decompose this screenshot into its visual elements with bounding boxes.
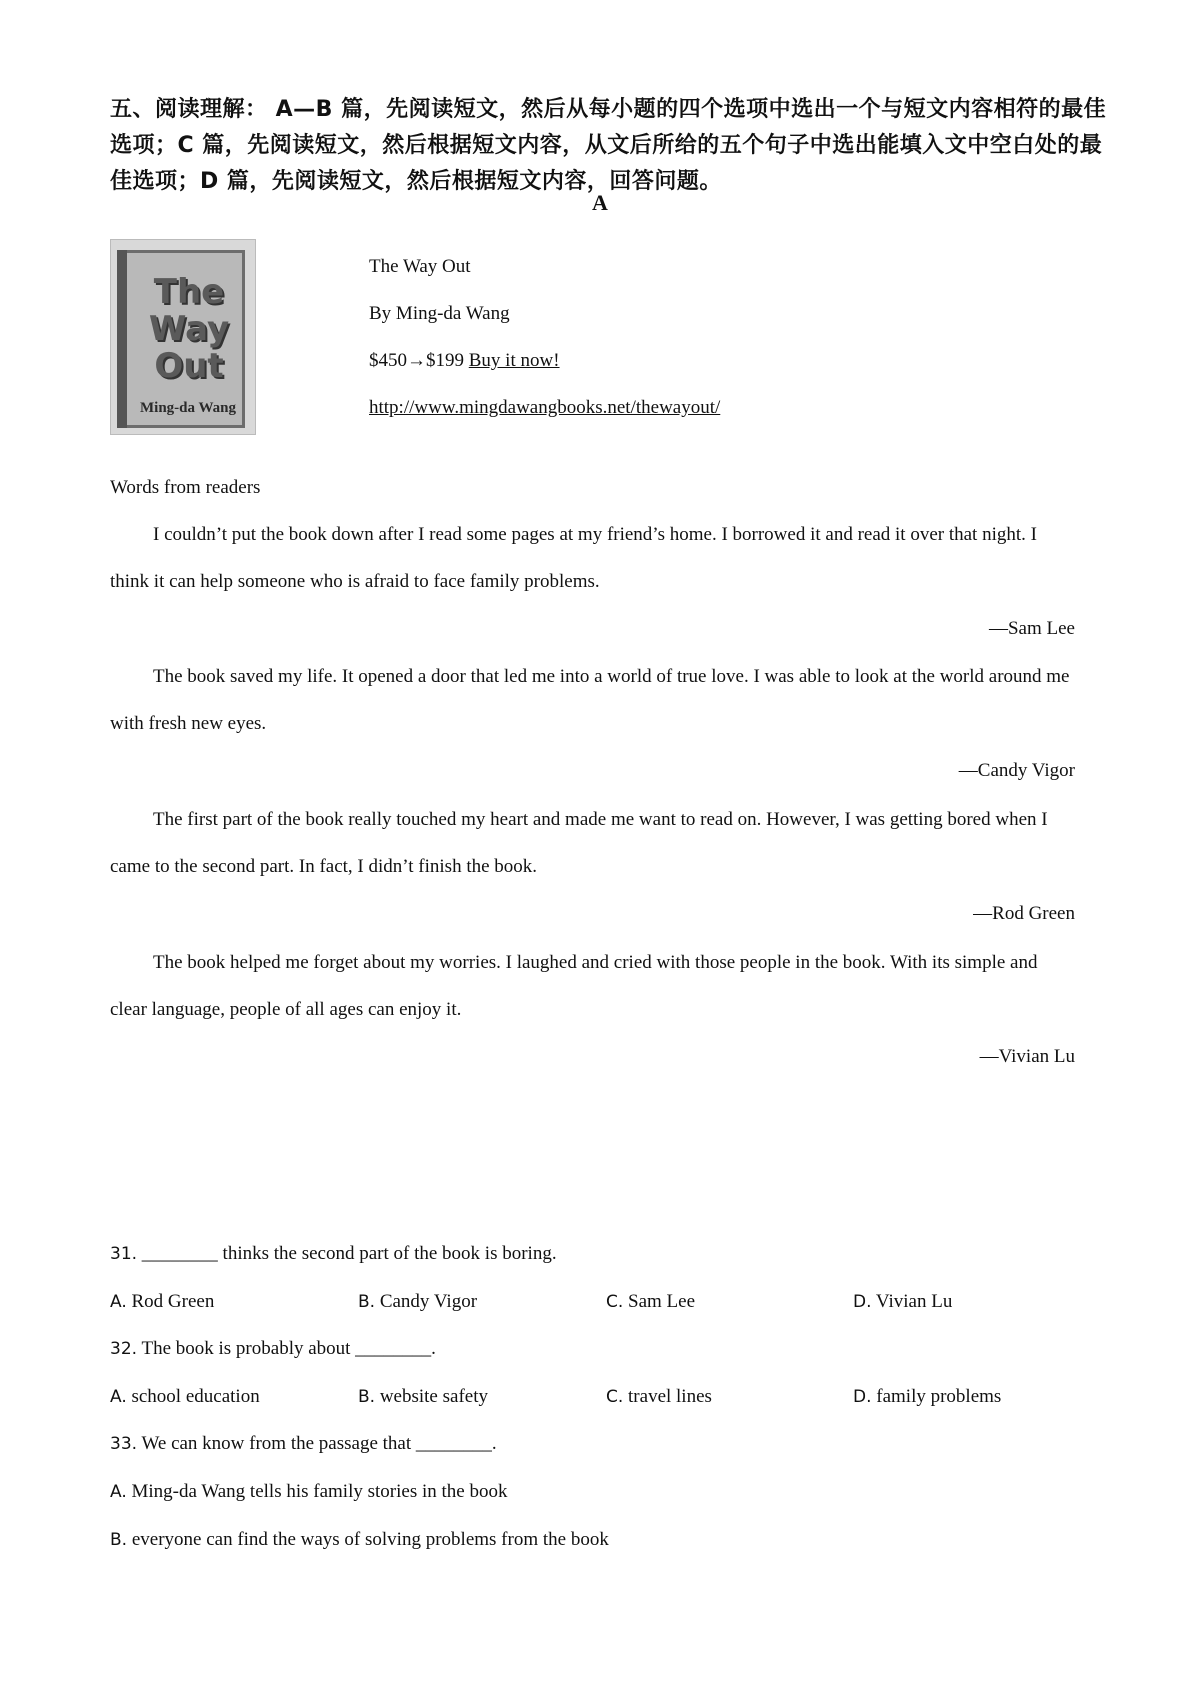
review-text: The first part of the book really touched my heart and made me want to read on. However, I was getting bored when I came to the second part. In fact, I didn’t finish the book. — [110, 809, 1048, 877]
option-text: Candy Vigor — [379, 1291, 478, 1312]
question-31 — [110, 1243, 557, 1265]
book-url-link[interactable]: http://www.mingdawangbooks.net/thewayout/ — [369, 397, 721, 418]
review-text: I couldn’t put the book down after I read some pages at my friend’s home. I borrowed it and read it over that night. I think it can help someone who is afraid to face family problems. — [110, 524, 1037, 592]
reviewer-name: —Vivian Lu — [979, 1046, 1075, 1067]
book-spine — [117, 250, 127, 428]
question-number: 31. — [110, 1244, 138, 1264]
book-price-row — [369, 350, 560, 372]
option-letter: D. — [853, 1292, 872, 1312]
option-letter: A. — [110, 1482, 127, 1502]
option-32-c[interactable] — [606, 1386, 712, 1408]
question-stem: The book is probably about ________. — [141, 1338, 436, 1359]
option-letter: A. — [110, 1387, 127, 1407]
reviewer-name: —Rod Green — [973, 903, 1075, 924]
option-33-b[interactable] — [110, 1529, 609, 1551]
option-31-b[interactable] — [358, 1291, 477, 1313]
option-32-d[interactable] — [853, 1386, 1001, 1408]
option-letter: D. — [853, 1387, 872, 1407]
option-text: website safety — [379, 1386, 488, 1407]
option-letter: B. — [110, 1530, 128, 1550]
option-text: school education — [131, 1386, 260, 1407]
option-31-c[interactable] — [606, 1291, 695, 1313]
option-text: family problems — [876, 1386, 1002, 1407]
option-text: Vivian Lu — [875, 1291, 953, 1312]
question-32 — [110, 1338, 436, 1360]
option-text: Rod Green — [131, 1291, 215, 1312]
book-cover-image — [110, 239, 256, 435]
readers-heading: Words from readers — [110, 477, 261, 498]
option-text: travel lines — [628, 1386, 712, 1407]
reviewer-name: —Candy Vigor — [958, 760, 1075, 781]
option-text: Ming-da Wang tells his family stories in the book — [131, 1481, 508, 1502]
option-letter: B. — [358, 1387, 376, 1407]
cover-title-line: The — [153, 272, 225, 312]
option-32-b[interactable] — [358, 1386, 488, 1408]
book-cover-title — [131, 274, 247, 385]
question-33 — [110, 1433, 497, 1455]
option-31-a[interactable] — [110, 1291, 214, 1313]
question-stem: We can know from the passage that ________. — [141, 1433, 497, 1454]
buy-now-link[interactable]: Buy it now! — [468, 350, 560, 371]
option-letter: C. — [606, 1292, 624, 1312]
question-stem: ________ thinks the second part of the book is boring. — [141, 1243, 557, 1264]
question-number: 32. — [110, 1339, 138, 1359]
option-letter: C. — [606, 1387, 624, 1407]
passage-label: A — [592, 190, 608, 215]
book-cover-author: Ming-da Wang — [140, 400, 236, 416]
option-text: everyone can find the ways of solving problems from the book — [131, 1529, 609, 1550]
cover-title-line: Out — [154, 346, 224, 386]
option-31-d[interactable] — [853, 1291, 952, 1313]
cover-title-line: Way — [148, 309, 230, 349]
reviewer-name: —Sam Lee — [988, 618, 1075, 639]
option-letter: B. — [358, 1292, 376, 1312]
review-text: The book helped me forget about my worries. I laughed and cried with those people in the book. With its simple and clear language, people of all ages can enjoy it. — [110, 952, 1038, 1020]
book-byline: By Ming-da Wang — [369, 303, 510, 324]
book-title: The Way Out — [369, 256, 471, 277]
question-number: 33. — [110, 1434, 138, 1454]
option-32-a[interactable] — [110, 1386, 260, 1408]
review-text: The book saved my life. It opened a door that led me into a world of true love. I was able to look at the world around me with fresh new eyes. — [110, 666, 1070, 734]
option-text: Sam Lee — [628, 1291, 696, 1312]
section-instructions: 五、阅读理解： A—B 篇，先阅读短文，然后从每小题的四个选项中选出一个与短文内容相符的最佳选项；C 篇，先阅读短文，然后根据短文内容，从文后所给的五个句子中选出能填入文中空白处的最佳选项；D 篇，先阅读短文，然后根据短文内容，回答问题。 — [110, 97, 1107, 194]
book-price: $450→$199 — [369, 350, 464, 371]
option-33-a[interactable] — [110, 1481, 507, 1503]
option-letter: A. — [110, 1292, 127, 1312]
